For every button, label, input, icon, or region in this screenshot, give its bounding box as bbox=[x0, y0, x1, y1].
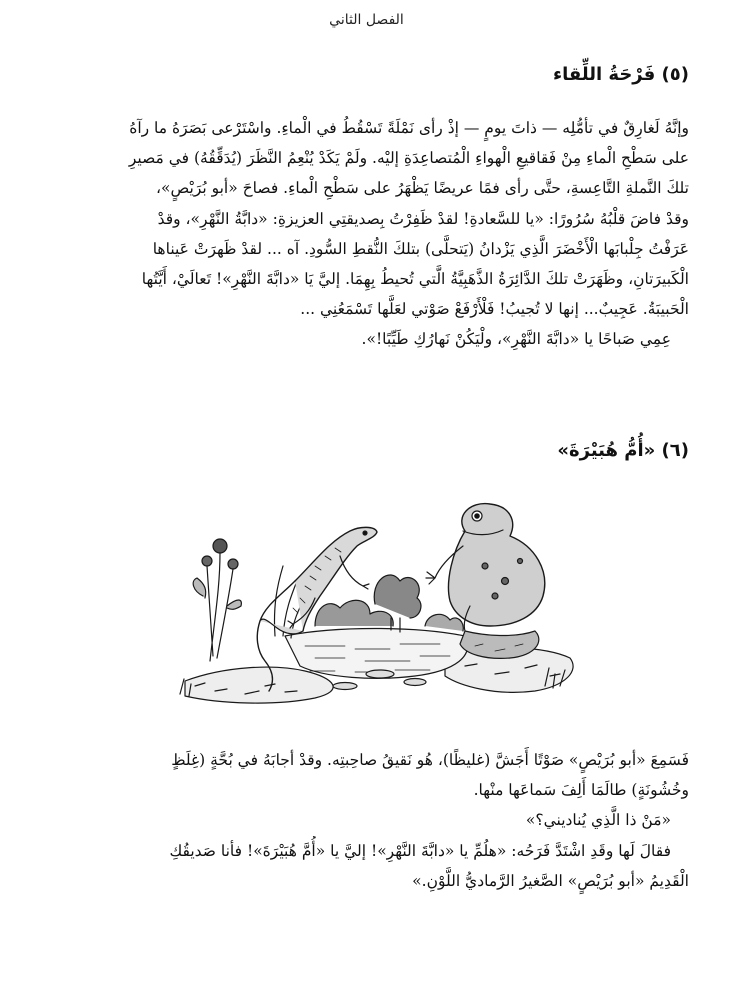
text-line: تلكَ النَّملةِ التَّاعِسةِ، حتَّى رأى فمًا عريضًا يَظْهَرُ على سَطْحِ الْماءِ. فصاحَ «أبو بُرَيْصٍ»، bbox=[156, 179, 689, 198]
section-5-paragraph bbox=[39, 113, 689, 355]
text-line: وإنَّهُ لَغارِقٌ في تأمُّلِه — ذاتَ يومٍ — إذْ رأى نَمْلَةً تَسْقُطُ في الْماءِ. واسْتَرْعى بَصَرَهُ ما رآهُ bbox=[129, 119, 689, 137]
text-line: الْكَبيرَتانِ، وظَهَرَتْ تلكَ الدَّائِرَةُ الذَّهَبِيَّةُ الَّتي تُحيطُ بِهِمَا. إليَّ يَا «دابَّةَ النَّهْرِ»! تَعالَيْ، أَيَّتُها bbox=[141, 270, 689, 289]
text-line: الْحَبيبَةُ. عَجِيبٌ... إنها لا تُجيبُ! فَلْأَرْفَعْ صَوْتي لعَلَّها تَسْمَعُنِي ... bbox=[300, 300, 689, 319]
chapter-header: الفصل الثاني bbox=[329, 12, 404, 28]
section-6-paragraph bbox=[39, 745, 689, 896]
text-line: فَسَمِعَ «أبو بُرَيْصٍ» صَوْتًا أَجَشَّ (غليظًا)، هُو نَقيقُ صاحِبتِه. وقدْ أجابَهُ في بُحَّةٍ (غِلَظٍ bbox=[171, 751, 689, 769]
text-line: الْقَدِيمُ «أبو بُرَيْصٍ» الصَّغيرُ الرَّماديُّ اللَّوْنِ.» bbox=[412, 871, 689, 890]
text-line: وقدْ فاضَ قلْبُهُ سُرُورًا: «يا للسَّعادةِ! لقدْ ظَفِرْتُ بِصديقتِي العزيزةِ: «دابَّةُ النَّهْرِ»، وقدْ bbox=[157, 209, 689, 228]
lizard-frog-illustration bbox=[165, 486, 580, 711]
section-6-title: (٦) «أُمُّ هُبَيْرَةَ» bbox=[557, 440, 689, 461]
text-line: عِمِي صَباحًا يا «دابَّةَ النَّهْرِ»، ولْيَكُنْ نَهارُكِ طَيِّبًا!». bbox=[361, 330, 671, 349]
text-line: «مَنْ ذا الَّذِي يُناديني؟» bbox=[525, 811, 671, 830]
section-5-title: (٥) فَرْحَةُ اللِّقاء bbox=[552, 64, 689, 85]
text-line: فقالَ لَها وقَدِ اشْتَدَّ فَرَحُه: «هلُمِّ يا «دابَّةَ النَّهْرِ»! إليَّ يا «أُمَّ هُبَيْرَةَ»! فأنا صَديقُكِ bbox=[169, 841, 671, 860]
text-line: على سَطْحِ الْماءِ مِنْ فَقاقيعِ الْهواءِ الْمُتصاعِدَةِ إليْه. ولَمْ يَكَدْ يُنْعِمُ النَّظَرَ (يُدَقِّقُهُ) في مَصيرِ bbox=[128, 149, 689, 168]
text-line: وخُشُونَةٍ) طالَمَا أَلِفَ سَماعَها منْها. bbox=[473, 781, 689, 800]
text-line: عَرَفْتُ جِلْبابَها الْأَخْضَرَ الَّذِي يَزْدانُ (يَتحلَّى) بتلكَ النُّقطِ السُّودِ. آه ... لقدْ ظَهرَتْ عَيناها bbox=[152, 239, 689, 258]
